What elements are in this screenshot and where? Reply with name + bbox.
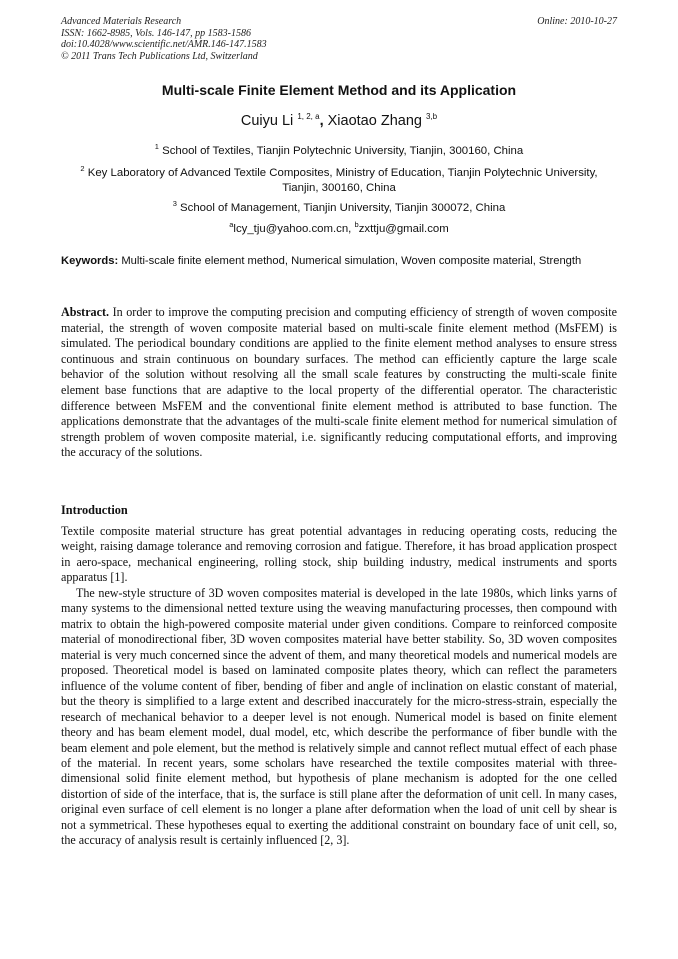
keywords-label: Keywords: — [61, 255, 119, 267]
journal-header — [61, 16, 617, 62]
email-marker: a — [229, 220, 234, 229]
doi-line[interactable]: doi:10.4028/www.scientific.net/AMR.146-147.1583 — [61, 39, 267, 50]
author-line — [61, 112, 617, 129]
abstract-text: In order to improve the computing precision and computing efficiency of strength of woven composite material, the strength of woven composite material based on multi-scale finite element method (MsFEM) is simulated. The periodical boundary conditions are applied to the finite element method analyses to ensure stress continuous and strain continuous on boundary surfaces. The method can efficiently capture the large scale behavior of the solution without resolving all the small scale features by constructing the multi-scale finite element base functions that are adaptive to the local property of the differential operator. The characteristic difference between MsFEM and the conventional finite element method is attributed to base function. The applications demonstrate that the advantages of the multi-scale finite element method for numerical simulation of strength problem of woven composite material, i.e. significantly reducing computational efforts, and improving the accuracy of the solutions. — [61, 305, 617, 460]
affiliation-marker: 1 — [154, 142, 159, 151]
email-line — [80, 217, 598, 237]
affiliation-marker: 3 — [172, 199, 177, 208]
author-affiliation-marker: 1, 2, a — [297, 112, 320, 121]
affiliation-marker: 2 — [80, 164, 85, 173]
author-name: Cuiyu Li — [240, 112, 294, 129]
email-link[interactable]: zxttju@gmail.com — [358, 222, 449, 235]
affiliation-2 — [80, 161, 598, 196]
author-separator: , — [319, 112, 328, 129]
copyright-line: © 2011 Trans Tech Publications Ltd, Switzerland — [61, 50, 258, 62]
affiliation-text: School of Textiles, Tianjin Polytechnic University, Tianjin, 300160, China — [162, 144, 524, 157]
abstract-block — [61, 305, 617, 461]
online-date: Online: 2010-10-27 — [537, 16, 617, 27]
affiliation-text: School of Management, Tianjin University, Tianjin 300072, China — [180, 201, 506, 214]
author-affiliation-marker: 3,b — [425, 112, 438, 121]
issn-line: ISSN: 1662-8985, Vols. 146-147, pp 1583-1586 — [61, 27, 251, 39]
keywords-block — [61, 255, 617, 269]
affiliation-3 — [80, 196, 598, 216]
paragraph: Textile composite material structure has great potential advantages in reducing operating costs, reducing the weight, raising damage tolerance and removing corrosion and fatigue. Therefore, it has broad application prospect in aero-space, mechanical engineering, rolling stock, ship building industry, medical instruments and sports apparatus [1]. — [61, 524, 617, 585]
journal-name: Advanced Materials Research — [61, 16, 182, 27]
email-link[interactable]: lcy_tju@yahoo.com.cn, — [233, 222, 355, 235]
abstract-label: Abstract. — [61, 305, 110, 319]
author-name: Xiaotao Zhang — [327, 112, 422, 129]
email-marker: b — [354, 220, 359, 229]
paper-title: Multi-scale Finite Element Method and its Application — [161, 82, 517, 98]
keywords-text: Multi-scale finite element method, Numerical simulation, Woven composite material, Strength — [121, 255, 582, 267]
paragraph: The new-style structure of 3D woven composites material is developed in the late 1980s, which links yarns of many systems to the dimensional netted texture using the weaving manufacturing processes, then compound with matrix to obtain the high-powered composite material under given conditions. Compare to reinforced composite material of monodirectional fiber, 3D woven composites material have better stability. So, 3D woven composites material is very much concerned since the advent of them, and many theoretical models and numerical models are proposed. Theoretical model is based on laminated composite plates theory, which can reflect the parameters influence of the volume content of fiber, bending of fiber and angle of inclination on elastic constant of material, but the theory is simplified to a large extent and described inaccurately for the micro-stress-strain, especially the research of mechanical behavior to a deeper level is not enough. Numerical model is based on finite element theory and has beam element model, dual model, etc, which describe the performance of fiber bundle with the beam element and pole element, but the method is relatively simple and cannot reflect mutual effect of each phase of the material. In recent years, some scholars have researched the textile composites material with three-dimensional solid finite element method, but hypothesis of plane mechanism is adopted for the one celled distortion of side of the interface, that is, the surface is still plane after the deformation of unit cell. In many cases, original even surface of cell element is no longer a plane after deformation when the load of unit cell by shear is not a symmetrical. These hypotheses equal to exerting the additional constraint on boundary face of unit cell, so, the accuracy of analysis result is certainly influenced [2, 3]. — [61, 586, 617, 848]
affiliation-1 — [80, 139, 598, 159]
section-heading: Introduction — [61, 503, 128, 517]
affiliation-text: Key Laboratory of Advanced Textile Composites, Ministry of Education, Tianjin Polytechnic University, Tianjin, 300160, China — [87, 166, 598, 194]
